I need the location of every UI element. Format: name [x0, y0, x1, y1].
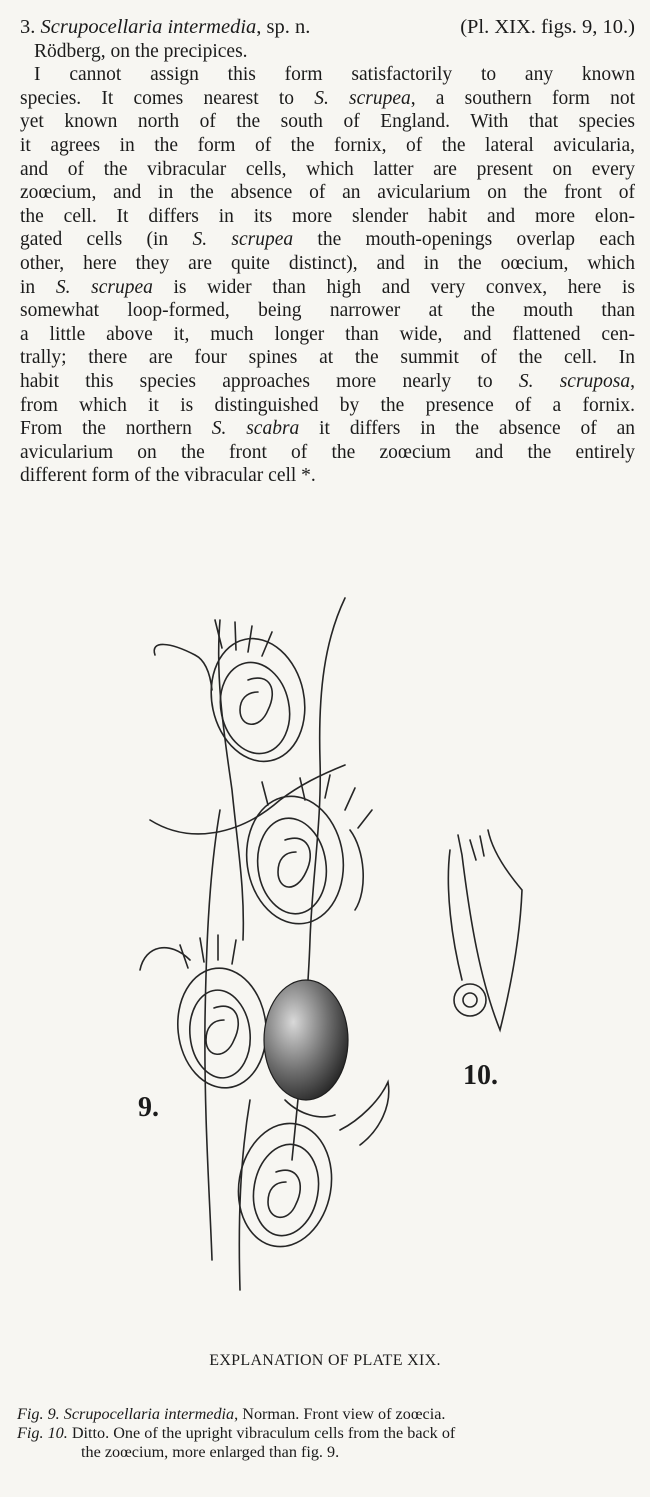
operculum-outline [278, 838, 310, 887]
plate-figure [0, 560, 650, 1320]
vibraculum-aperture [463, 993, 477, 1007]
body-line [20, 417, 635, 441]
zooecium-outline [150, 765, 345, 834]
body-text: habit this species approaches more nearly to [20, 370, 519, 392]
body-line: other, here they are quite distinct), and in the oœcium, which [20, 252, 635, 274]
operculum-outline [240, 678, 272, 724]
avicularium-outline [350, 830, 363, 910]
body-line: somewhat loop-formed, being narrower at the mouth than [20, 300, 635, 322]
stem-line [239, 1100, 250, 1290]
body-text: , a southern form not [410, 87, 635, 109]
zooecium-outline [239, 790, 352, 930]
species-number: 3. [20, 16, 36, 38]
body-line [20, 228, 635, 252]
caption-text: , Norman. Front view of zoœcia. [234, 1405, 446, 1423]
vibraculum-cell-outline [470, 836, 484, 860]
figure-label-10: 10. [463, 1060, 498, 1091]
taxon-name: S. scrupea [55, 276, 153, 298]
body-line [20, 370, 635, 394]
body-line [20, 276, 635, 300]
caption-fig-9 [17, 1405, 629, 1424]
body-text: it differs in the absence of an [299, 418, 635, 440]
caption-text: the zoœcium, more enlarged than fig. 9. [81, 1443, 340, 1461]
body-line: from which it is distinguished by the presence of a fornix. [20, 394, 635, 416]
zooecium-outline [252, 814, 333, 919]
body-line: zoœcium, and in the absence of an avicularium on the front of [20, 182, 635, 204]
caption-fig-10 [17, 1424, 629, 1462]
plate-captions [17, 1405, 629, 1462]
zooecium-outline [246, 1139, 325, 1241]
stem-line [219, 620, 244, 940]
operculum-outline [206, 1006, 238, 1054]
operculum-outline [268, 1170, 300, 1217]
vibraculum-cell-outline [448, 850, 462, 980]
body-line: avicularium on the front of the zoœcium and the entirely [20, 441, 635, 463]
zooecium-outline [154, 644, 212, 690]
caption-label: Fig. 9. [17, 1405, 60, 1423]
body-line [20, 87, 635, 111]
zooecia-illustration [0, 560, 650, 1320]
caption-text: Ditto. One of the upright vibraculum cells from the back of [71, 1424, 456, 1442]
body-text: in [20, 276, 56, 298]
explanation-title: EXPLANATION OF PLATE XIX. [209, 1352, 441, 1369]
taxon-name: S. scruposa [518, 370, 631, 392]
body-text: is wider than high and very convex, here is [152, 276, 635, 298]
vibraculum-aperture [454, 984, 486, 1016]
body-line: trally; there are four spines at the summit of the cell. In [20, 347, 635, 369]
species-description [20, 16, 635, 488]
plate-reference: (Pl. XIX. figs. 9, 10.) [460, 16, 635, 38]
body-text: gated cells (in [20, 229, 193, 251]
body-line: a little above it, much longer than wide, and flattened cen- [20, 323, 635, 345]
locality: Rödberg, on the precipices. [34, 40, 248, 62]
taxon-name: S. scabra [211, 418, 300, 440]
body-line: and of the vibracular cells, which latter are present on every [20, 158, 635, 180]
species-suffix: , sp. n. [256, 16, 311, 38]
body-text: species. It comes nearest to [20, 87, 315, 109]
ooecium-shape [264, 980, 348, 1100]
heading-left [20, 16, 310, 40]
taxon-name: S. scrupea [192, 229, 294, 251]
zooecium-outline [186, 987, 255, 1081]
zooecium-outline [200, 630, 316, 770]
species-heading [20, 16, 635, 40]
body-text: From the northern [20, 418, 212, 440]
taxon-name: S. scrupea [314, 87, 411, 109]
body-text: the mouth-openings overlap each [293, 229, 635, 251]
body-line: different form of the vibracular cell *. [20, 465, 316, 487]
avicularium-outline [340, 1082, 389, 1145]
body-line: yet known north of the south of England. With that species [20, 111, 635, 133]
caption-species: Scrupocellaria intermedia [63, 1405, 235, 1423]
body-line: the cell. It differs in its more slender habit and more elon- [20, 205, 635, 227]
spine-lines [215, 620, 272, 656]
body-line: it agrees in the form of the fornix, of the lateral avicularia, [20, 134, 635, 156]
figure-label-9: 9. [138, 1092, 159, 1123]
zooecium-outline [172, 964, 272, 1093]
zooecium-outline [285, 1100, 335, 1117]
vibraculum-cell-outline [458, 830, 522, 1030]
caption-label: Fig. 10. [17, 1424, 68, 1442]
body-line: I cannot assign this form satisfactorily to any known [34, 64, 635, 86]
species-name: Scrupocellaria intermedia [40, 16, 257, 38]
body-text: , [630, 370, 635, 392]
